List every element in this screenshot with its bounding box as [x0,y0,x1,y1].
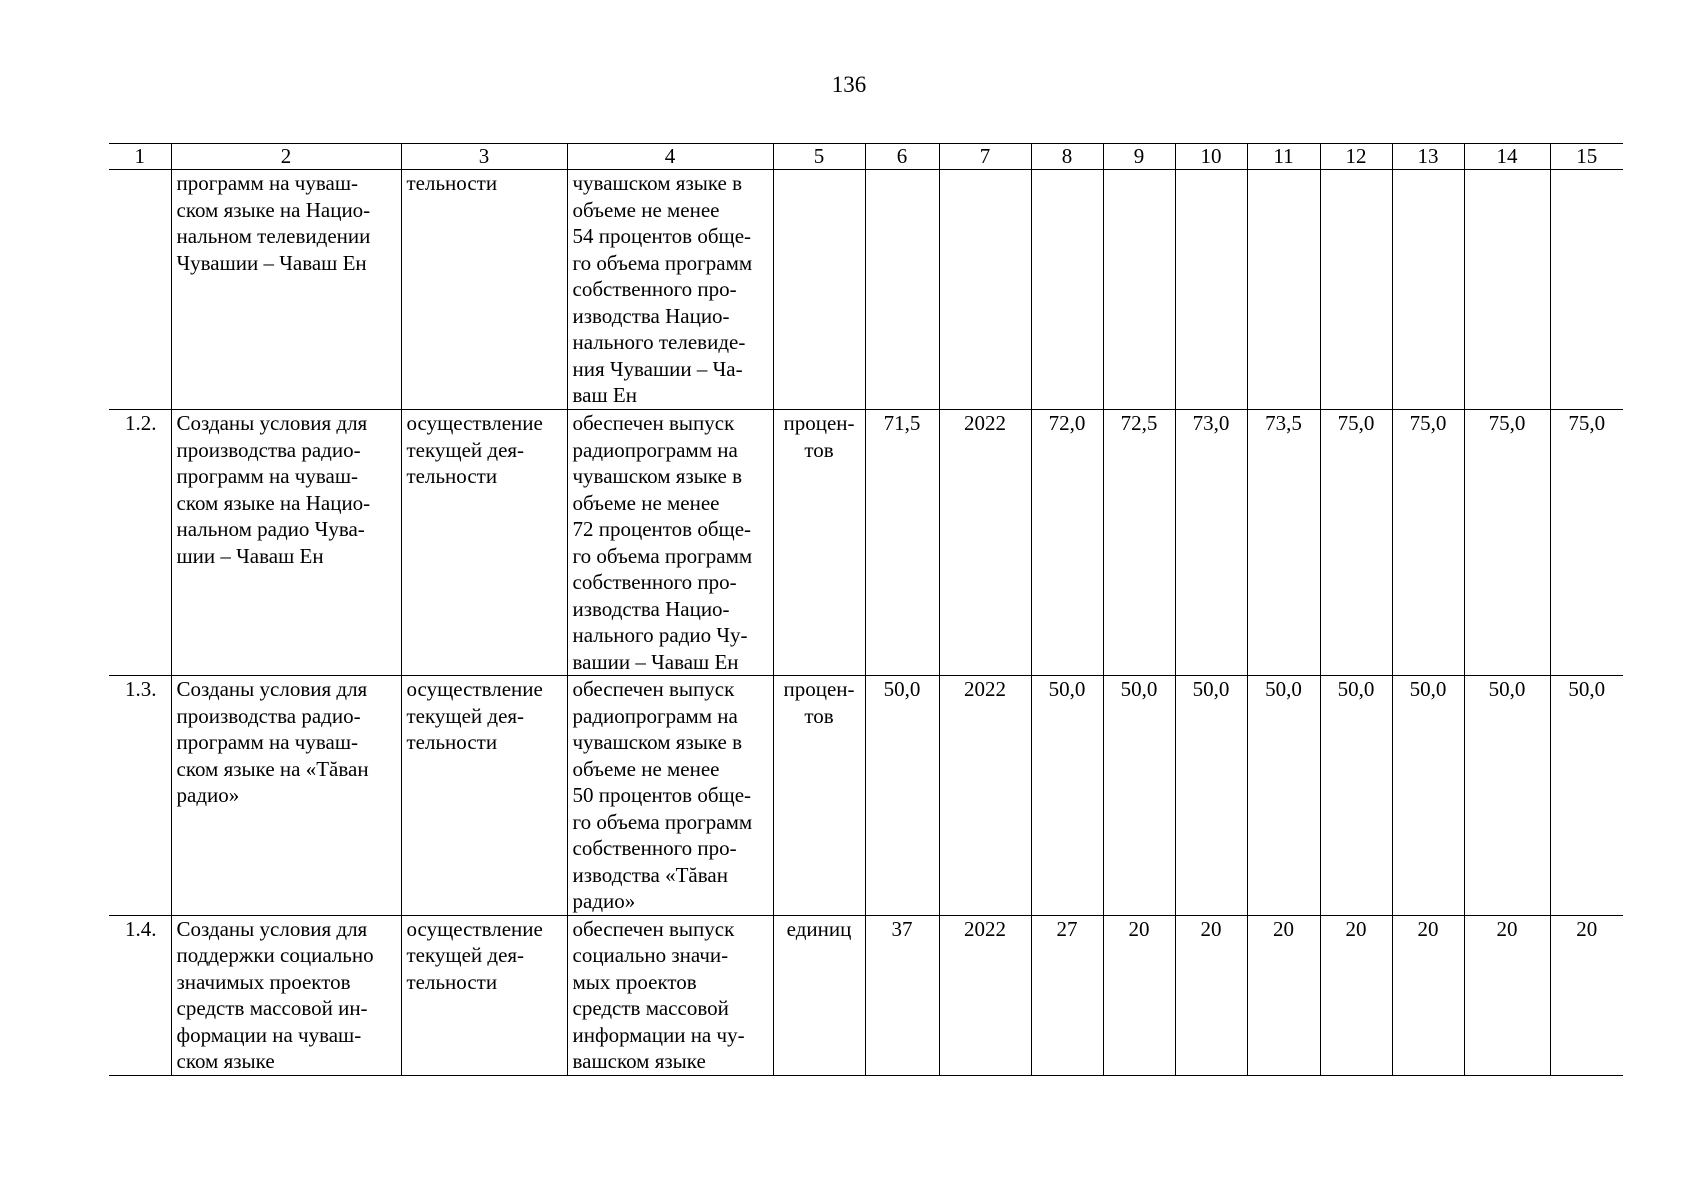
base-year-cell: 2022 [939,676,1031,916]
column-header: 5 [773,144,865,170]
column-header: 13 [1392,144,1464,170]
column-header: 12 [1320,144,1392,170]
result-cell: Созданы условия для производства радио- программ на чуваш- ском языке на «Тăван радио» [171,676,401,916]
value-cell: 50,0 [1247,676,1320,916]
row-number-cell: 1.2. [109,410,171,676]
column-header: 1 [109,144,171,170]
value-cell [1247,170,1320,410]
table-row [109,410,1623,676]
column-header: 9 [1103,144,1175,170]
unit-cell: единиц [773,915,865,1075]
value-cell [1103,170,1175,410]
value-cell [1031,170,1103,410]
value-cell: 50,0 [1550,676,1623,916]
base-year-cell [939,170,1031,410]
value-cell: 20 [1103,915,1175,1075]
value-cell [1464,170,1550,410]
column-header: 7 [939,144,1031,170]
base-value-cell: 50,0 [865,676,939,916]
indicator-cell: обеспечен выпуск радиопрограмм на чувашском языке в объеме не менее 72 процентов обще- го объема программ собственного про- изводства Нацио- нального радио Чу- вашии – Чаваш Ен [567,410,773,676]
column-header: 2 [171,144,401,170]
base-value-cell: 71,5 [865,410,939,676]
activity-cell: осуществление текущей дея- тельности [401,410,567,676]
column-header: 11 [1247,144,1320,170]
column-header: 15 [1550,144,1623,170]
indicators-table [109,143,1623,1076]
unit-cell [773,170,865,410]
value-cell: 75,0 [1464,410,1550,676]
column-header: 3 [401,144,567,170]
value-cell [1320,170,1392,410]
value-cell: 50,0 [1320,676,1392,916]
value-cell: 20 [1550,915,1623,1075]
column-header: 8 [1031,144,1103,170]
value-cell: 20 [1320,915,1392,1075]
value-cell [1392,170,1464,410]
value-cell: 75,0 [1320,410,1392,676]
value-cell: 20 [1175,915,1247,1075]
unit-cell: процен- тов [773,410,865,676]
value-cell: 75,0 [1392,410,1464,676]
value-cell: 75,0 [1550,410,1623,676]
value-cell: 50,0 [1031,676,1103,916]
row-number-cell: 1.4. [109,915,171,1075]
activity-cell: осуществление текущей дея- тельности [401,676,567,916]
value-cell [1550,170,1623,410]
result-cell: программ на чуваш- ском языке на Нацио- нальном телевидении Чувашии – Чаваш Ен [171,170,401,410]
value-cell: 50,0 [1392,676,1464,916]
table-header-row [109,144,1623,170]
value-cell [1175,170,1247,410]
result-cell: Созданы условия для поддержки социально значимых проектов средств массовой ин- формации на чуваш- ском языке [171,915,401,1075]
unit-cell: процен- тов [773,676,865,916]
value-cell: 20 [1392,915,1464,1075]
table-row [109,676,1623,916]
value-cell: 72,5 [1103,410,1175,676]
indicator-cell: обеспечен выпуск социально значи- мых проектов средств массовой информации на чу- вашском языке [567,915,773,1075]
row-number-cell [109,170,171,410]
value-cell: 50,0 [1464,676,1550,916]
column-header: 10 [1175,144,1247,170]
base-value-cell: 37 [865,915,939,1075]
value-cell: 20 [1464,915,1550,1075]
value-cell: 73,0 [1175,410,1247,676]
value-cell: 50,0 [1103,676,1175,916]
table-row [109,915,1623,1075]
column-header: 14 [1464,144,1550,170]
value-cell: 27 [1031,915,1103,1075]
base-year-cell: 2022 [939,410,1031,676]
value-cell: 73,5 [1247,410,1320,676]
activity-cell: осуществление текущей дея- тельности [401,915,567,1075]
base-value-cell [865,170,939,410]
table-row [109,170,1623,410]
column-header: 6 [865,144,939,170]
activity-cell: тельности [401,170,567,410]
result-cell: Созданы условия для производства радио- программ на чуваш- ском языке на Нацио- нальном радио Чува- шии – Чаваш Ен [171,410,401,676]
page-number: 136 [831,72,867,97]
row-number-cell: 1.3. [109,676,171,916]
value-cell: 72,0 [1031,410,1103,676]
value-cell: 20 [1247,915,1320,1075]
column-header: 4 [567,144,773,170]
indicator-cell: чувашском языке в объеме не менее 54 процентов обще- го объема программ собственного про- изводства Нацио- нального телевиде- ния Чувашии – Ча- ваш Ен [567,170,773,410]
value-cell: 50,0 [1175,676,1247,916]
indicator-cell: обеспечен выпуск радиопрограмм на чувашском языке в объеме не менее 50 процентов обще- го объема программ собственного про- изводства «Тăван радио» [567,676,773,916]
base-year-cell: 2022 [939,915,1031,1075]
